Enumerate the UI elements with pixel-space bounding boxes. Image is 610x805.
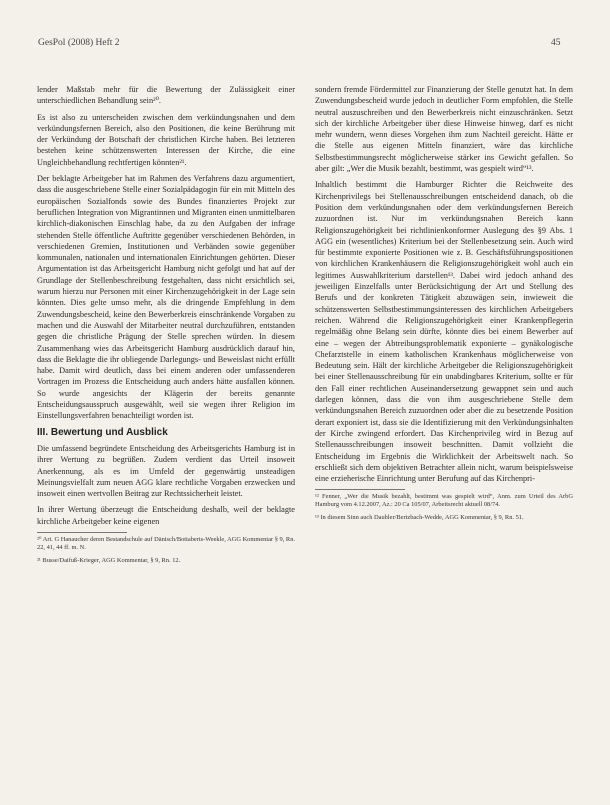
paragraph: lender Maßstab mehr für die Bewertung der Zulässigkeit einer unterschiedlichen Behandlung sein²⁰. <box>37 85 295 106</box>
footnote: ²⁰ Art. G Hanaucher deren Bestandschule auf Dänisch/Bottaberts-Weekle, AGG Kommentar § 9, Rn. 22, 41, 44 ff. m. N. <box>37 535 295 551</box>
running-header: GesPol (2008) Heft 2 <box>38 38 120 48</box>
paragraph: Der beklagte Arbeitgeber hat im Rahmen des Verfahrens dazu argumentiert, dass die ausgeschriebene Stelle einer Sozialpädagogin für ein mit Mitteln des europäischen Sozialfonds sowie des Bundes finanziertes Projekt zur beruflichen Integration von Migrantinnen und Migranten einen unmittelbaren kirchlich-diakonischen Einschlag habe, da zu den Aufgaben der infrage stehenden Stelle öffentliche Auftritte gegenüber verschiedenen Behörden, in verschiedenen Gremien, Institutionen und Verbänden sowie gegenüber kommunalen, nationalen und internationalen Einrichtungen gehörten. Dieser Argumentation ist das Arbeitsgericht Hamburg nicht gefolgt und hat auf der Grundlage der Stellenbeschreibung festgehalten, dass nicht ersichtlich sei, warum hierzu nur Personen mit einer Kirchenzugehörigkeit in der Lage sein könnten. Dies gelte umso mehr, als die dringende Empfehlung in dem Zuwendungsbescheid, keine den Bewerberkreis einschränkende Vorgaben zu machen und die Auswahl der Mitarbeiter neutral durchzuführen, entstanden gegen die christliche Prägung der Stelle sprechen würden. In diesem Zusammenhang wies das Arbeitsgericht Hamburg ausdrücklich darauf hin, dass die Beklagte die ihr obliegende Darlegungs- und Beweislast nicht erfüllt habe. Damit wird deutlich, dass bei einem anderen oder umfassenderen Vortragen im Prozess die Entscheidung auch anders hätte ausfallen können. So wurde angesichts der Klägerin der bereits genannte Entscheidungsausspruch ausgewählt, weil sie wegen ihrer Religion im Einstellungsverfahren benachteiligt worden ist. <box>37 174 295 421</box>
paragraph: Inhaltlich bestimmt die Hamburger Richter die Reichweite des Kirchenprivilegs bei Stellenausschreibungen entscheidend danach, ob die Position dem verkündungsnahen oder dem verkündungsfernen Bereich zuzuordnen ist. Nur im verkündungsnahen Bereich kann Religionszugehörigkeit bei richtlinienkonformer Auslegung des §9 Abs. 1 AGG ein (wesentliches) Kriterium bei der Stellenbesetzung sein. Auch wird für bestimmte exponierte Positionen wie z. B. Geschäftsführungspositionen von kirchlichen Krankenhäusern die Religionszugehörigkeit wohl auch ein legitimes Auswahlkriterium darstellen¹³. Dabei wird jedoch anhand des jeweiligen Einzelfalls unter Berücksichtigung der Art und Stellung des Berufs und der konkreten Tätigkeit abzuwägen sein, inwieweit die schützenswerten Selbstbestimmungsinteressen des kirchlichen Arbeitgebers reichen. Während die Religionszugehörigkeit einer Krankenpflegerin regelmäßig ohne Belang sein dürfte, könnte dies bei einem Bewerber auf eine – wegen der Abtreibungsproblematik exponierte – gynäkologische Chefarztstelle in einem katholischen Krankenhaus möglicherweise von Bedeutung sein. Hält der kirchliche Arbeitgeber die Religionszugehörigkeit bei einer Stellenausschreibung für ein unabdingbares Kriterium, sollte er für den Fall einer rechtlichen Auseinandersetzung gewappnet sein und auch darlegen können, dass die von ihm ausgeschriebene Stelle dem verkündungsnahen Bereich zuzuordnen oder aber die zu besetzende Position derart exponiert ist, dass sie die Identifizierung mit den Verkündungsinhalten der Kirche zwingend erfordert. Das Kirchenprivileg wird in Bezug auf Stellenausschreibungen insoweit beschnitten. Damit vollzieht die Entscheidung im Ergebnis die Wirklichkeit der Arbeitswelt nach. So erschließt sich dem objektiven Betrachter allein nicht, warum beispielsweise eine erzieherische Einrichtung unter Berufung auf das Kirchenpri- <box>315 180 573 484</box>
left-column <box>37 84 295 570</box>
footnote-divider <box>37 532 127 533</box>
paragraph: Es ist also zu unterscheiden zwischen dem verkündungsnahen und dem verkündungsfernen Bereich, also den Positionen, die keine Berührung mit der Verkündung der Botschaft der christlichen Kirche haben. Bei letzteren bestehen keine schützenswerten Interessen der Kirche, die eine Ungleichbehandlung rechtfertigen könnten²¹. <box>37 112 295 167</box>
section-heading: III. Bewertung und Ausblick <box>37 426 168 438</box>
footnote: ²¹ Busse/Daifuß-Krieger, AGG Kommentar, § 9, Rn. 12. <box>37 556 181 564</box>
footnote-divider <box>315 489 405 490</box>
paragraph: Die umfassend begründete Entscheidung des Arbeitsgerichts Hamburg ist in ihrer Wertung zu begrüßen. Zudem verdient das Urteil insoweit Anerkennung, als es im Umfeld der gegenwärtig unsteadigen Meinungsvielfalt zum neuen AGG klare rechtliche Vorgaben erzwecken und insoweit einen wertvollen Beitrag zur Rechtssicherheit leistet. <box>37 443 295 499</box>
paragraph: sondern fremde Fördermittel zur Finanzierung der Stelle genutzt hat. In dem Zuwendungsbescheid wurde jedoch in deutlicher Form empfohlen, die Stelle neutral auszuschreiben und den Bewerberkreis nicht einzuschränken. Setzt sich der kirchliche Arbeitgeber über diese Hinweise hinweg, darf es nicht mehr wundern, wenn dieses Vorgehen ihm zum Nachteil gereicht. Hätte er die Stelle aus eigenen Mitteln finanziert, wäre das kirchliche Selbstbestimmungsrecht möglicherweise stärker ins Gewicht gefallen. So aber gilt: „Wer die Musik bezahlt, bestimmt, was gespielt wird“¹³. <box>315 85 573 174</box>
footnote: ¹² Fenner, „Wer die Musik bezahlt, bestimmt was gespielt wird“, Anm. zum Urteil des ArbG Hamburg vom 4.12.2007, Az.: 20 Ca 105/07, Arbeitsrecht aktuell 08/74. <box>315 493 573 509</box>
right-column <box>315 84 573 527</box>
page-number: 45 <box>551 38 561 48</box>
footnote: ¹³ In diesem Sinn auch Daubler/Bertzbach-Wedde, AGG Kommentar, § 9, Rn. 51. <box>315 514 524 522</box>
paragraph: In ihrer Wertung überzeugt die Entscheidung deshalb, weil der beklagte kirchliche Arbeitgeber keine eigenen <box>37 505 295 526</box>
